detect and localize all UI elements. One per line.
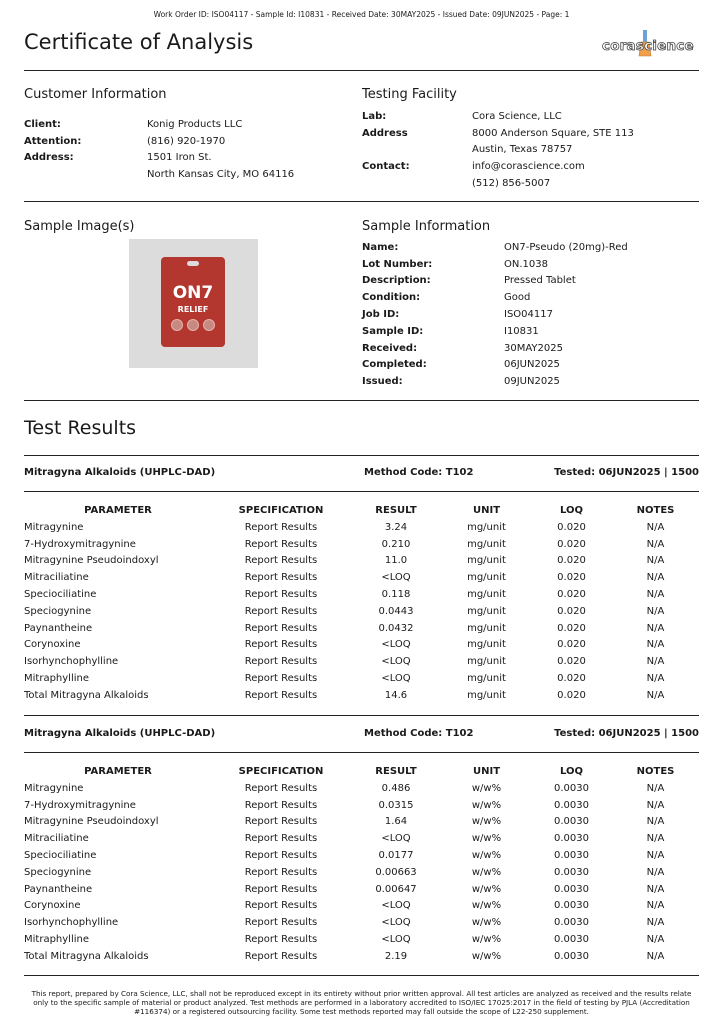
info-value: Good <box>504 292 531 304</box>
info-row <box>362 256 628 273</box>
column-header: PARAMETER <box>84 505 152 516</box>
table-cell: N/A <box>646 850 665 862</box>
table-cell: mg/unit <box>467 689 506 701</box>
method-code: Method Code: T102 <box>364 728 474 739</box>
method-code: Method Code: T102 <box>364 467 474 478</box>
table-cell: Report Results <box>244 866 318 878</box>
table-cell: mg/unit <box>467 572 506 584</box>
table-cell: Speciogynine <box>24 866 92 878</box>
info-row <box>362 340 628 357</box>
table-cell: 7-Hydroxymitragynine <box>24 538 136 550</box>
table-row <box>24 830 699 847</box>
table-cell: N/A <box>646 799 665 811</box>
table-row <box>24 637 699 654</box>
info-value: 1501 Iron St. <box>147 152 212 164</box>
table-cell: Report Results <box>244 850 318 862</box>
table-cell: Report Results <box>244 950 318 962</box>
info-row <box>362 273 628 290</box>
column-header: LOQ <box>559 505 584 516</box>
table-cell: Report Results <box>244 934 318 946</box>
column-header: NOTES <box>636 505 675 516</box>
info-label: Contact: <box>362 161 410 173</box>
table-cell: 14.6 <box>384 689 408 701</box>
table-cell: 0.0443 <box>378 605 414 617</box>
table-row <box>24 780 699 797</box>
info-value: ON7-Pseudo (20mg)-Red <box>504 241 628 253</box>
table-cell: 0.020 <box>557 521 586 533</box>
table-cell: w/w% <box>471 866 502 878</box>
testing-facility-info <box>362 108 634 192</box>
table-cell: Report Results <box>244 555 318 567</box>
info-row <box>362 142 634 159</box>
product-logo: ON7 <box>172 283 214 303</box>
table-cell: Isorhynchophylline <box>24 917 119 929</box>
table-cell: N/A <box>646 521 665 533</box>
table-cell: 0.0030 <box>554 782 589 794</box>
table-cell: 0.020 <box>557 639 586 651</box>
table-cell: Corynoxine <box>24 900 81 912</box>
table-cell: Report Results <box>244 538 318 550</box>
table-cell: N/A <box>646 917 665 929</box>
table-cell: 0.0030 <box>554 866 589 878</box>
info-row <box>24 133 294 150</box>
sample-info-heading: Sample Information <box>362 219 491 234</box>
table-row <box>24 670 699 687</box>
cora-science-logo <box>600 30 696 60</box>
table-cell: <LOQ <box>381 917 411 929</box>
method-name: Mitragyna Alkaloids (UHPLC-DAD) <box>24 728 216 739</box>
table-cell: <LOQ <box>381 934 411 946</box>
sample-photo <box>129 239 258 368</box>
column-header: NOTES <box>636 766 675 777</box>
table-cell: 0.0030 <box>554 816 589 828</box>
customer-info <box>24 116 294 183</box>
table-cell: Report Results <box>244 589 318 601</box>
table-cell: N/A <box>646 589 665 601</box>
logo-text: corascience <box>602 38 694 54</box>
table-cell: Report Results <box>244 605 318 617</box>
table-cell: 0.210 <box>381 538 411 550</box>
table-cell: Report Results <box>244 900 318 912</box>
table-cell: mg/unit <box>467 555 506 567</box>
table-cell: Report Results <box>244 816 318 828</box>
table-cell: Paynantheine <box>24 883 93 895</box>
table-cell: 11.0 <box>384 555 408 567</box>
table-row <box>24 898 699 915</box>
table-cell: 0.118 <box>381 589 411 601</box>
results-table-1 <box>24 502 699 704</box>
table-row <box>24 797 699 814</box>
info-row <box>362 373 628 390</box>
info-row <box>24 166 294 183</box>
info-value: 30MAY2025 <box>504 342 563 354</box>
table-cell: 0.0177 <box>378 850 414 862</box>
table-cell: N/A <box>646 934 665 946</box>
table-cell: N/A <box>646 656 665 668</box>
table-row <box>24 553 699 570</box>
table-cell: 0.00663 <box>375 866 417 878</box>
table-cell: Report Results <box>244 673 318 685</box>
table-cell: Total Mitragyna Alkaloids <box>24 950 149 962</box>
table-row <box>24 687 699 704</box>
info-row <box>362 158 634 175</box>
info-label: Condition: <box>362 292 421 304</box>
table-cell: Report Results <box>244 639 318 651</box>
table-cell: 0.020 <box>557 589 586 601</box>
table-cell: Report Results <box>244 917 318 929</box>
info-label: Client: <box>24 118 61 130</box>
table-cell: 0.0030 <box>554 850 589 862</box>
table-cell: mg/unit <box>467 605 506 617</box>
table-cell: Corynoxine <box>24 639 81 651</box>
divider <box>24 455 699 456</box>
table-cell: 0.0030 <box>554 833 589 845</box>
table-cell: w/w% <box>471 917 502 929</box>
info-row <box>362 357 628 374</box>
divider <box>24 752 699 753</box>
product-subtitle: RELIEF <box>177 305 209 314</box>
table-cell: 0.0432 <box>378 622 414 634</box>
info-label: Completed: <box>362 359 427 371</box>
table-row <box>24 519 699 536</box>
table-row <box>24 620 699 637</box>
table-row <box>24 536 699 553</box>
table-cell: <LOQ <box>381 673 411 685</box>
table-header-row <box>24 763 699 780</box>
table-cell: w/w% <box>471 934 502 946</box>
table-cell: <LOQ <box>381 572 411 584</box>
table-cell: mg/unit <box>467 622 506 634</box>
table-cell: 0.0030 <box>554 950 589 962</box>
table-cell: N/A <box>646 816 665 828</box>
table-cell: N/A <box>646 639 665 651</box>
table-cell: w/w% <box>471 816 502 828</box>
footer-disclaimer: This report, prepared by Cora Science, LLC, shall not be reproduced except in its entirety without prior written approval. All test articles are analyzed as received and the results relate only to the specific sample of material or product analyzed. Test methods are performed in a laboratory accredited to ISO/IEC 17025:2017 in the field of testing by PJLA (Accreditation #116374) or a registered outsourcing facility. Some test methods reported may fall outside the scope of L22-250 supplement. <box>31 989 692 1016</box>
info-value: Cora Science, LLC <box>472 110 562 122</box>
table-cell: N/A <box>646 689 665 701</box>
page-title: Certificate of Analysis <box>24 30 254 54</box>
table-row <box>24 653 699 670</box>
table-cell: Report Results <box>244 833 318 845</box>
work-order-line: Work Order ID: ISO04117 - Sample Id: I10831 - Received Date: 30MAY2025 - Issued Date: 09JUN2025 - Page: 1 <box>153 10 570 19</box>
info-label: Address <box>362 127 408 139</box>
table-cell: Report Results <box>244 782 318 794</box>
table-cell: 0.020 <box>557 689 586 701</box>
table-cell: Mitragynine <box>24 521 84 533</box>
info-row <box>24 150 294 167</box>
table-cell: w/w% <box>471 883 502 895</box>
info-row <box>362 175 634 192</box>
info-label: Issued: <box>362 376 403 388</box>
divider <box>24 201 699 202</box>
table-cell: <LOQ <box>381 639 411 651</box>
info-value: North Kansas City, MO 64116 <box>147 169 295 181</box>
info-label: Attention: <box>24 135 82 147</box>
info-value: 8000 Anderson Square, STE 113 <box>472 127 634 139</box>
column-header: UNIT <box>472 766 501 777</box>
table-cell: mg/unit <box>467 639 506 651</box>
test-results-heading: Test Results <box>24 417 137 439</box>
table-cell: Report Results <box>244 622 318 634</box>
table-cell: w/w% <box>471 833 502 845</box>
column-header: PARAMETER <box>84 766 152 777</box>
table-cell: N/A <box>646 622 665 634</box>
info-row <box>362 289 628 306</box>
table-cell: Paynantheine <box>24 622 93 634</box>
table-cell: 0.020 <box>557 538 586 550</box>
table-row <box>24 914 699 931</box>
table-cell: mg/unit <box>467 589 506 601</box>
tested-date: Tested: 06JUN2025 | 1500 <box>554 467 699 478</box>
tested-date: Tested: 06JUN2025 | 1500 <box>554 728 699 739</box>
table-cell: 0.020 <box>557 555 586 567</box>
info-label: Lab: <box>362 110 387 122</box>
table-cell: 0.0030 <box>554 883 589 895</box>
info-value: ON.1038 <box>504 258 548 270</box>
info-value: Austin, Texas 78757 <box>472 144 573 156</box>
table-cell: N/A <box>646 866 665 878</box>
divider <box>24 715 699 716</box>
table-cell: N/A <box>646 572 665 584</box>
info-value: ISO04117 <box>504 309 553 321</box>
results-table-2 <box>24 763 699 965</box>
table-cell: <LOQ <box>381 833 411 845</box>
info-label: Description: <box>362 275 431 287</box>
method-name: Mitragyna Alkaloids (UHPLC-DAD) <box>24 467 216 478</box>
table-row <box>24 586 699 603</box>
info-row <box>362 323 628 340</box>
table-cell: Speciogynine <box>24 605 92 617</box>
table-cell: Total Mitragyna Alkaloids <box>24 689 149 701</box>
table-cell: 0.00647 <box>375 883 417 895</box>
table-cell: Report Results <box>244 656 318 668</box>
table-cell: Mitraciliatine <box>24 833 89 845</box>
table-cell: Report Results <box>244 572 318 584</box>
table-cell: 0.020 <box>557 673 586 685</box>
table-cell: w/w% <box>471 900 502 912</box>
table-cell: Mitragynine Pseudoindoxyl <box>24 816 159 828</box>
table-cell: w/w% <box>471 782 502 794</box>
info-value: (816) 920-1970 <box>147 135 226 147</box>
info-label: Sample ID: <box>362 325 424 337</box>
table-cell: N/A <box>646 833 665 845</box>
table-cell: 3.24 <box>384 521 408 533</box>
column-header: SPECIFICATION <box>238 505 324 516</box>
table-cell: 0.0030 <box>554 934 589 946</box>
table-cell: N/A <box>646 883 665 895</box>
table-cell: N/A <box>646 605 665 617</box>
table-cell: 0.0315 <box>378 799 414 811</box>
table-cell: Report Results <box>244 689 318 701</box>
table-row <box>24 881 699 898</box>
table-cell: 1.64 <box>384 816 408 828</box>
table-cell: w/w% <box>471 850 502 862</box>
table-row <box>24 569 699 586</box>
table-cell: 7-Hydroxymitragynine <box>24 799 136 811</box>
table-cell: Report Results <box>244 799 318 811</box>
table-cell: 0.020 <box>557 622 586 634</box>
info-row <box>362 108 634 125</box>
table-cell: 0.0030 <box>554 917 589 929</box>
sample-image-heading: Sample Image(s) <box>24 219 135 234</box>
table-cell: Speciociliatine <box>24 589 97 601</box>
info-value: 06JUN2025 <box>504 359 560 371</box>
table-cell: Mitraphylline <box>24 673 89 685</box>
table-row <box>24 847 699 864</box>
table-cell: N/A <box>646 782 665 794</box>
table-cell: 2.19 <box>384 950 408 962</box>
info-value: Pressed Tablet <box>504 275 576 287</box>
table-row <box>24 603 699 620</box>
table-cell: N/A <box>646 900 665 912</box>
info-row <box>362 125 634 142</box>
table-cell: mg/unit <box>467 538 506 550</box>
divider <box>24 975 699 976</box>
info-value: (512) 856-5007 <box>472 178 551 190</box>
column-header: RESULT <box>375 766 417 777</box>
table-cell: N/A <box>646 673 665 685</box>
info-label: Name: <box>362 241 399 253</box>
table-cell: 0.0030 <box>554 900 589 912</box>
customer-info-heading: Customer Information <box>24 87 167 102</box>
table-cell: mg/unit <box>467 656 506 668</box>
table-cell: Mitraphylline <box>24 934 89 946</box>
table-row <box>24 864 699 881</box>
table-cell: 0.020 <box>557 656 586 668</box>
table-cell: 0.486 <box>381 782 411 794</box>
info-value: 09JUN2025 <box>504 376 560 388</box>
table-cell: Speciociliatine <box>24 850 97 862</box>
table-cell: Report Results <box>244 521 318 533</box>
product-package <box>161 257 225 347</box>
info-value: Konig Products LLC <box>147 118 243 130</box>
info-row <box>362 306 628 323</box>
table-cell: Mitragynine <box>24 782 84 794</box>
info-label: Job ID: <box>362 309 400 321</box>
table-cell: N/A <box>646 538 665 550</box>
table-cell: 0.020 <box>557 572 586 584</box>
table-cell: mg/unit <box>467 521 506 533</box>
table-cell: N/A <box>646 555 665 567</box>
table-cell: 0.0030 <box>554 799 589 811</box>
column-header: SPECIFICATION <box>238 766 324 777</box>
info-label: Lot Number: <box>362 258 433 270</box>
table-cell: Report Results <box>244 883 318 895</box>
info-label: Received: <box>362 342 418 354</box>
table-cell: 0.020 <box>557 605 586 617</box>
testing-facility-heading: Testing Facility <box>362 87 457 102</box>
table-cell: Mitraciliatine <box>24 572 89 584</box>
info-row <box>24 116 294 133</box>
column-header: RESULT <box>375 505 417 516</box>
table-cell: w/w% <box>471 950 502 962</box>
info-value: info@corascience.com <box>472 161 585 173</box>
table-cell: N/A <box>646 950 665 962</box>
divider <box>24 400 699 401</box>
info-label: Address: <box>24 152 74 164</box>
divider <box>24 491 699 492</box>
column-header: UNIT <box>472 505 501 516</box>
table-row <box>24 814 699 831</box>
column-header: LOQ <box>559 766 584 777</box>
table-row <box>24 948 699 965</box>
table-cell: <LOQ <box>381 656 411 668</box>
table-cell: <LOQ <box>381 900 411 912</box>
info-value: I10831 <box>504 325 539 337</box>
table-cell: Isorhynchophylline <box>24 656 119 668</box>
table-cell: w/w% <box>471 799 502 811</box>
table-cell: Mitragynine Pseudoindoxyl <box>24 555 159 567</box>
info-row <box>362 239 628 256</box>
sample-info <box>362 239 628 390</box>
table-row <box>24 931 699 948</box>
table-cell: mg/unit <box>467 673 506 685</box>
table-header-row <box>24 502 699 519</box>
divider <box>24 70 699 71</box>
